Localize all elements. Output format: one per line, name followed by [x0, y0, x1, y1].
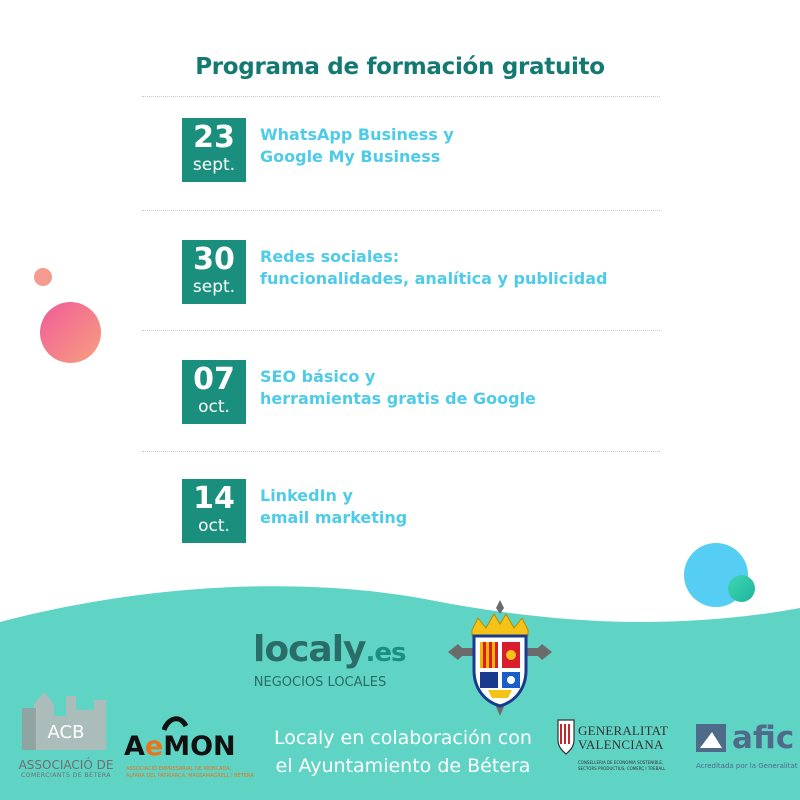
coat-of-arms-icon — [448, 598, 552, 716]
aemon-e: e — [144, 731, 164, 762]
event-title-line: WhatsApp Business y — [260, 125, 454, 144]
localy-tagline: NEGOCIOS LOCALES — [253, 675, 387, 690]
generalitat-line1: GENERALITAT — [578, 723, 668, 738]
date-day: 23 — [193, 120, 235, 155]
generalitat-line2: VALENCIANA — [578, 737, 664, 752]
afic-subtitle: Acreditada por la Generalitat — [696, 762, 798, 770]
date-day: 14 — [193, 481, 235, 516]
generalitat-sub: SECTORS PRODUCTIUS, COMERÇ I TREBALL — [578, 766, 666, 771]
event-title-line: Google My Business — [260, 147, 441, 166]
aemon-arc-icon — [162, 712, 188, 732]
event-title-line: funcionalidades, analítica y publicidad — [260, 269, 608, 288]
localy-brand: localy — [253, 629, 366, 670]
generalitat-sub: CONSELLERIA DE ECONOMIA SOSTENIBLE, — [578, 760, 664, 765]
aemon-subtitle: ALFARA DEL PATRIARCA, MASSAMAGRELL I BÈTERA — [126, 773, 254, 779]
collaboration-line: Localy en colaboración con — [274, 727, 532, 749]
afic-mark-icon — [694, 722, 728, 754]
event-title-line: SEO básico y — [260, 367, 376, 386]
aemon-subtitle: ASSOCIACIÓ EMPRESARIAL DE MONCADA, — [126, 766, 232, 772]
date-month: oct. — [198, 397, 230, 417]
generalitat-emblem-icon — [556, 718, 576, 756]
date-month: sept. — [192, 277, 236, 297]
date-month: sept. — [192, 155, 236, 175]
localy-tld: .es — [365, 638, 406, 668]
date-day: 07 — [193, 362, 235, 397]
date-day: 30 — [193, 242, 235, 277]
localy-logo — [253, 630, 406, 690]
acb-building-icon — [14, 686, 118, 756]
afic-word: afic — [732, 720, 795, 756]
event-title-line: Redes sociales: — [260, 247, 400, 266]
acb-logo — [14, 686, 118, 779]
date-month: oct. — [198, 516, 230, 536]
collaboration-text — [248, 724, 558, 780]
acb-mark: ACB — [47, 722, 85, 743]
acb-line1: ASSOCIACIÓ DE — [18, 758, 114, 772]
page-title: Programa de formación gratuito — [195, 54, 605, 80]
event-title-line: LinkedIn y — [260, 486, 353, 505]
acb-line2: COMERCIANTS DE BÈTERA — [21, 772, 111, 779]
aemon-a: A — [124, 731, 145, 762]
aemon-mon: MON — [163, 731, 236, 762]
event-title-line: email marketing — [260, 508, 408, 527]
collaboration-line: el Ayuntamiento de Bétera — [275, 755, 531, 777]
event-title-line: herramientas gratis de Google — [260, 389, 536, 408]
